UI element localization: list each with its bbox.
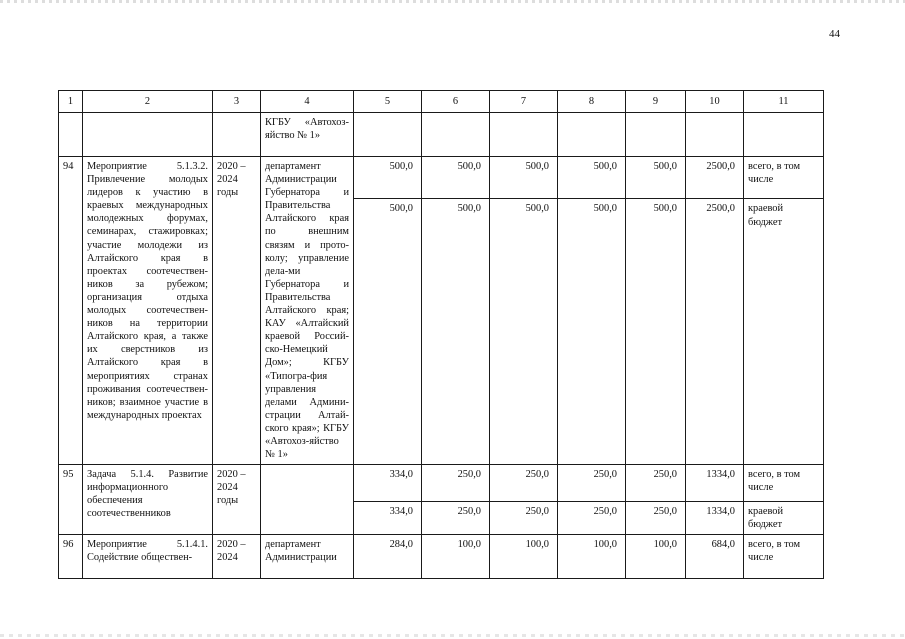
cell-empty [626,113,686,157]
measure-name: Мероприятие 5.1.3.2. Привлечение молодых лидеров к участию в краевых международных молодежных форумах, семинарах, стажировках; участие молодежи из Алтайского края в проектах соотечествен-ников за рубежом; организация отдыха молодых соотечествен-ников на территории Алтайского края, а также их сверстников из Алтайского края в мероприятиях странах проживания соотечествен-ников; взаимное участие в международных проектах [83,157,213,465]
row-number: 95 [59,465,83,535]
cell-empty [744,113,824,157]
value-cell: 250,0 [558,465,626,502]
value-cell: 250,0 [422,502,490,535]
column-number-row [59,91,824,113]
table-row-96-total [59,535,824,579]
column-number: 2 [83,91,213,113]
period-cell: 2020 – 2024 [213,535,261,579]
row-number: 94 [59,157,83,465]
value-cell: 2500,0 [686,157,744,199]
cell-empty [490,113,558,157]
funding-source: краевой бюджет [744,199,824,465]
value-cell: 334,0 [354,465,422,502]
period-cell: 2020 – 2024 годы [213,465,261,535]
value-cell: 500,0 [626,199,686,465]
column-number: 3 [213,91,261,113]
executor-cell-empty [261,465,354,535]
value-cell: 1334,0 [686,465,744,502]
value-cell: 250,0 [558,502,626,535]
value-cell: 500,0 [354,157,422,199]
value-cell: 500,0 [354,199,422,465]
funding-source: краевой бюджет [744,502,824,535]
cell-empty [213,113,261,157]
column-number: 6 [422,91,490,113]
value-cell: 100,0 [626,535,686,579]
period-cell: 2020 – 2024 годы [213,157,261,465]
value-cell: 250,0 [626,502,686,535]
table-row-95-total [59,465,824,502]
table-row-94-total [59,157,824,199]
value-cell: 100,0 [490,535,558,579]
value-cell: 500,0 [490,199,558,465]
task-name: Задача 5.1.4. Развитие информационного обеспечения соотечественников [83,465,213,535]
row-number: 96 [59,535,83,579]
value-cell: 250,0 [490,465,558,502]
value-cell: 500,0 [558,157,626,199]
column-number: 1 [59,91,83,113]
funding-source: всего, в том числе [744,157,824,199]
column-number: 7 [490,91,558,113]
value-cell: 684,0 [686,535,744,579]
column-number: 8 [558,91,626,113]
value-cell: 1334,0 [686,502,744,535]
value-cell: 100,0 [558,535,626,579]
value-cell: 334,0 [354,502,422,535]
scan-edge-bottom [0,634,905,637]
column-number: 9 [626,91,686,113]
executor-cell: департамент Администрации [261,535,354,579]
value-cell: 284,0 [354,535,422,579]
value-cell: 100,0 [422,535,490,579]
funding-source: всего, в том числе [744,535,824,579]
cell-empty [686,113,744,157]
page-number: 44 [829,28,840,40]
value-cell: 500,0 [558,199,626,465]
cell-empty [59,113,83,157]
column-number: 10 [686,91,744,113]
budget-table [58,90,824,579]
value-cell: 500,0 [490,157,558,199]
measure-name: Мероприятие 5.1.4.1. Содействие обществен- [83,535,213,579]
cell-empty [83,113,213,157]
value-cell: 250,0 [490,502,558,535]
value-cell: 500,0 [626,157,686,199]
value-cell: 500,0 [422,199,490,465]
executor-cell: департамент Администрации Губернатора и Правительства Алтайского края по внешним связям и прото-колу; управление дела-ми Губернатора и Правительства Алтайского края; КАУ «Алтайский краевой Россий-ско-Немецкий Дом»; КГБУ «Типогра-фия управления делами Админи-страции Алтай-ского края»; КГБУ «Автохоз-яйство № 1» [261,157,354,465]
cell-empty [354,113,422,157]
scan-edge-top [0,0,905,3]
continuation-row [59,113,824,157]
cell-empty [422,113,490,157]
funding-source: всего, в том числе [744,465,824,502]
column-number: 4 [261,91,354,113]
value-cell: 250,0 [422,465,490,502]
executor-cell: КГБУ «Автохоз-яйство № 1» [261,113,354,157]
column-number: 11 [744,91,824,113]
value-cell: 2500,0 [686,199,744,465]
cell-empty [558,113,626,157]
value-cell: 500,0 [422,157,490,199]
value-cell: 250,0 [626,465,686,502]
column-number: 5 [354,91,422,113]
